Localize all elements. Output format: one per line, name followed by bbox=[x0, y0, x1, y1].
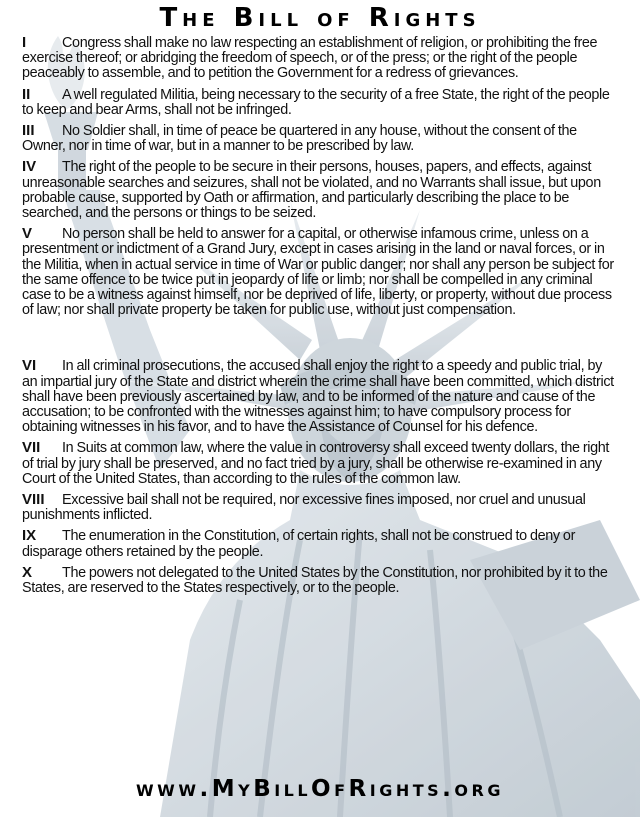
article-numeral: VIII bbox=[22, 491, 45, 509]
article-1 bbox=[22, 35, 618, 82]
article-numeral: IX bbox=[22, 527, 37, 545]
article-10 bbox=[22, 565, 618, 596]
article-numeral: X bbox=[22, 563, 33, 581]
article-numeral: III bbox=[22, 122, 35, 140]
article-numeral: IV bbox=[22, 158, 37, 176]
article-numeral: II bbox=[22, 85, 31, 103]
article-text: Excessive bail shall not be required, nor excessive fines imposed, nor cruel and unusual punishments inflicted. bbox=[22, 492, 586, 524]
article-numeral: VI bbox=[22, 357, 37, 375]
article-9 bbox=[22, 528, 618, 559]
article-text: The enumeration in the Constitution, of certain rights, shall not be construed to deny or disparage others retained by the people. bbox=[22, 528, 576, 560]
article-6 bbox=[22, 358, 618, 435]
articles-list bbox=[22, 35, 618, 601]
article-2 bbox=[22, 87, 618, 118]
article-numeral: I bbox=[22, 34, 27, 51]
article-text: The powers not delegated to the United States by the Constitution, nor prohibited by it to the States, are reserved to the States respectively, or to the people. bbox=[22, 564, 608, 597]
article-text: A well regulated Militia, being necessary to the security of a free State, the right of the people to keep and bear Arms, shall not be infringed. bbox=[22, 86, 610, 118]
article-5 bbox=[22, 226, 618, 318]
article-numeral: VII bbox=[22, 439, 41, 457]
article-text: The right of the people to be secure in their persons, houses, papers, and effects, against unreasonable searches and seizures, shall not be violated, and no Warrants shall issue, but upon probable cause, supported by Oath or affirmation, and particularly describing the place to be searched, and the persons or things to be seized. bbox=[22, 159, 601, 222]
document-title: The Bill of Rights bbox=[159, 3, 481, 33]
article-text: Congress shall make no law respecting an establishment of religion, or prohibiting the free exercise thereof; or abridging the freedom of speech, or of the press; or the right of the people peaceably to assemble, and to petition the Government for a redress of grievances. bbox=[22, 35, 598, 82]
article-numeral: V bbox=[22, 225, 33, 243]
article-8 bbox=[22, 492, 618, 523]
article-text: No person shall be held to answer for a capital, or otherwise infamous crime, unless on a presentment or indictment of a Grand Jury, except in cases arising in the land or naval forces, or in the Militia, when in actual service in time of War or public danger; nor shall any person be subject for the same offence to be twice put in jeopardy of life or limb; nor shall be compelled in any criminal case to be a witness against himself, nor be deprived of life, liberty, or property, without due process of law; nor shall private property be taken for public use, without just compensation. bbox=[22, 226, 614, 319]
article-3 bbox=[22, 123, 618, 154]
article-7 bbox=[22, 440, 618, 487]
article-text: In Suits at common law, where the value in controversy shall exceed twenty dollars, the right of trial by jury shall be preserved, and no fact tried by a jury, shall be otherwise re-examined in any Court of the United States, than according to the rules of the common law. bbox=[22, 440, 610, 487]
article-4 bbox=[22, 159, 618, 221]
website-url-link[interactable]: www.MyBillOfRights.org bbox=[136, 776, 504, 802]
article-text: In all criminal prosecutions, the accused shall enjoy the right to a speedy and public trial, by an impartial jury of the State and district wherein the crime shall have been committed, which district shall have been previously ascertained by law, and to be informed of the nature and cause of the accusation; to be confronted with the witnesses against him; to have compulsory process for obtaining witnesses in his favor, and to have the Assistance of Counsel for his defence. bbox=[22, 358, 614, 436]
article-text: No Soldier shall, in time of peace be quartered in any house, without the consent of the Owner, nor in time of war, but in a manner to be prescribed by law. bbox=[22, 123, 577, 155]
